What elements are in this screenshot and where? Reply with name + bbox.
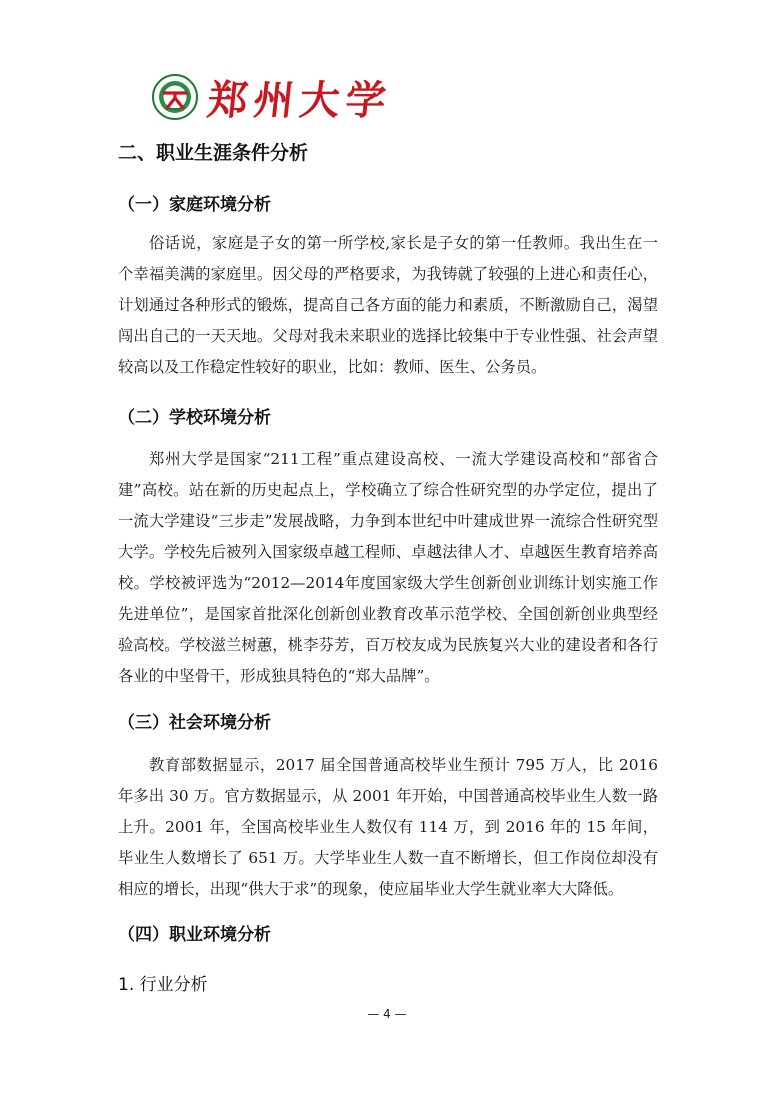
item-industry-analysis: 1. 行业分析 bbox=[118, 975, 208, 995]
subsection-heading-career: （四）职业环境分析 bbox=[118, 925, 271, 945]
university-logo bbox=[152, 70, 395, 124]
page-number: — 4 — bbox=[367, 1007, 407, 1021]
section-title: 二、职业生涯条件分析 bbox=[118, 142, 309, 164]
university-seal-icon bbox=[152, 74, 198, 120]
subsection-heading-school: （二）学校环境分析 bbox=[118, 408, 271, 428]
paragraph-school: 郑州大学是国家“211工程”重点建设高校、一流大学建设高校和“部省合建”高校。站在新的历史起点上，学校确立了综合性研究型的办学定位，提出了一流大学建设“三步走”发展战略，力争到本世纪中叶建成世界一流综合性研究型大学。学校先后被列入国家级卓越工程师、卓越法律人才、卓越医生教育培养高校。学校被评选为“2012—2014年度国家级大学生创新创业训练计划实施工作先进单位”，是国家首批深化创新创业教育改革示范学校、全国创新创业典型经验高校。学校滋兰树蕙，桃李芬芳，百万校友成为民族复兴大业的建设者和各行各业的中坚骨干，形成独具特色的“郑大品牌”。 bbox=[118, 450, 658, 685]
subsection-heading-society: （三）社会环境分析 bbox=[118, 713, 271, 733]
paragraph-society: 教育部数据显示，2017 届全国普通高校毕业生预计 795 万人，比 2016 年多出 30 万。官方数据显示，从 2001 年开始，中国普通高校毕业生人数一路上升。2001 年，全国高校毕业生人数仅有 114 万，到 2016 年的 15 年间，毕业生人数增长了 651 万。大学毕业生人数一直不断增长，但工作岗位却没有相应的增长，出现“供大于求”的现象，使应届毕业大学生就业率大大降低。 bbox=[118, 756, 658, 898]
logo-wordmark: 郑州大学 bbox=[205, 76, 395, 124]
paragraph-family: 俗话说，家庭是子女的第一所学校,家长是子女的第一任教师。我出生在一个幸福美满的家庭里。因父母的严格要求，为我铸就了较强的上进心和责任心，计划通过各种形式的锻炼，提高自己各方面的能力和素质，不断激励自己，渴望闯出自己的一天天地。父母对我未来职业的选择比较集中于专业性强、社会声望较高以及工作稳定性较好的职业，比如：教师、医生、公务员。 bbox=[118, 234, 658, 376]
subsection-heading-family: （一）家庭环境分析 bbox=[118, 195, 271, 215]
